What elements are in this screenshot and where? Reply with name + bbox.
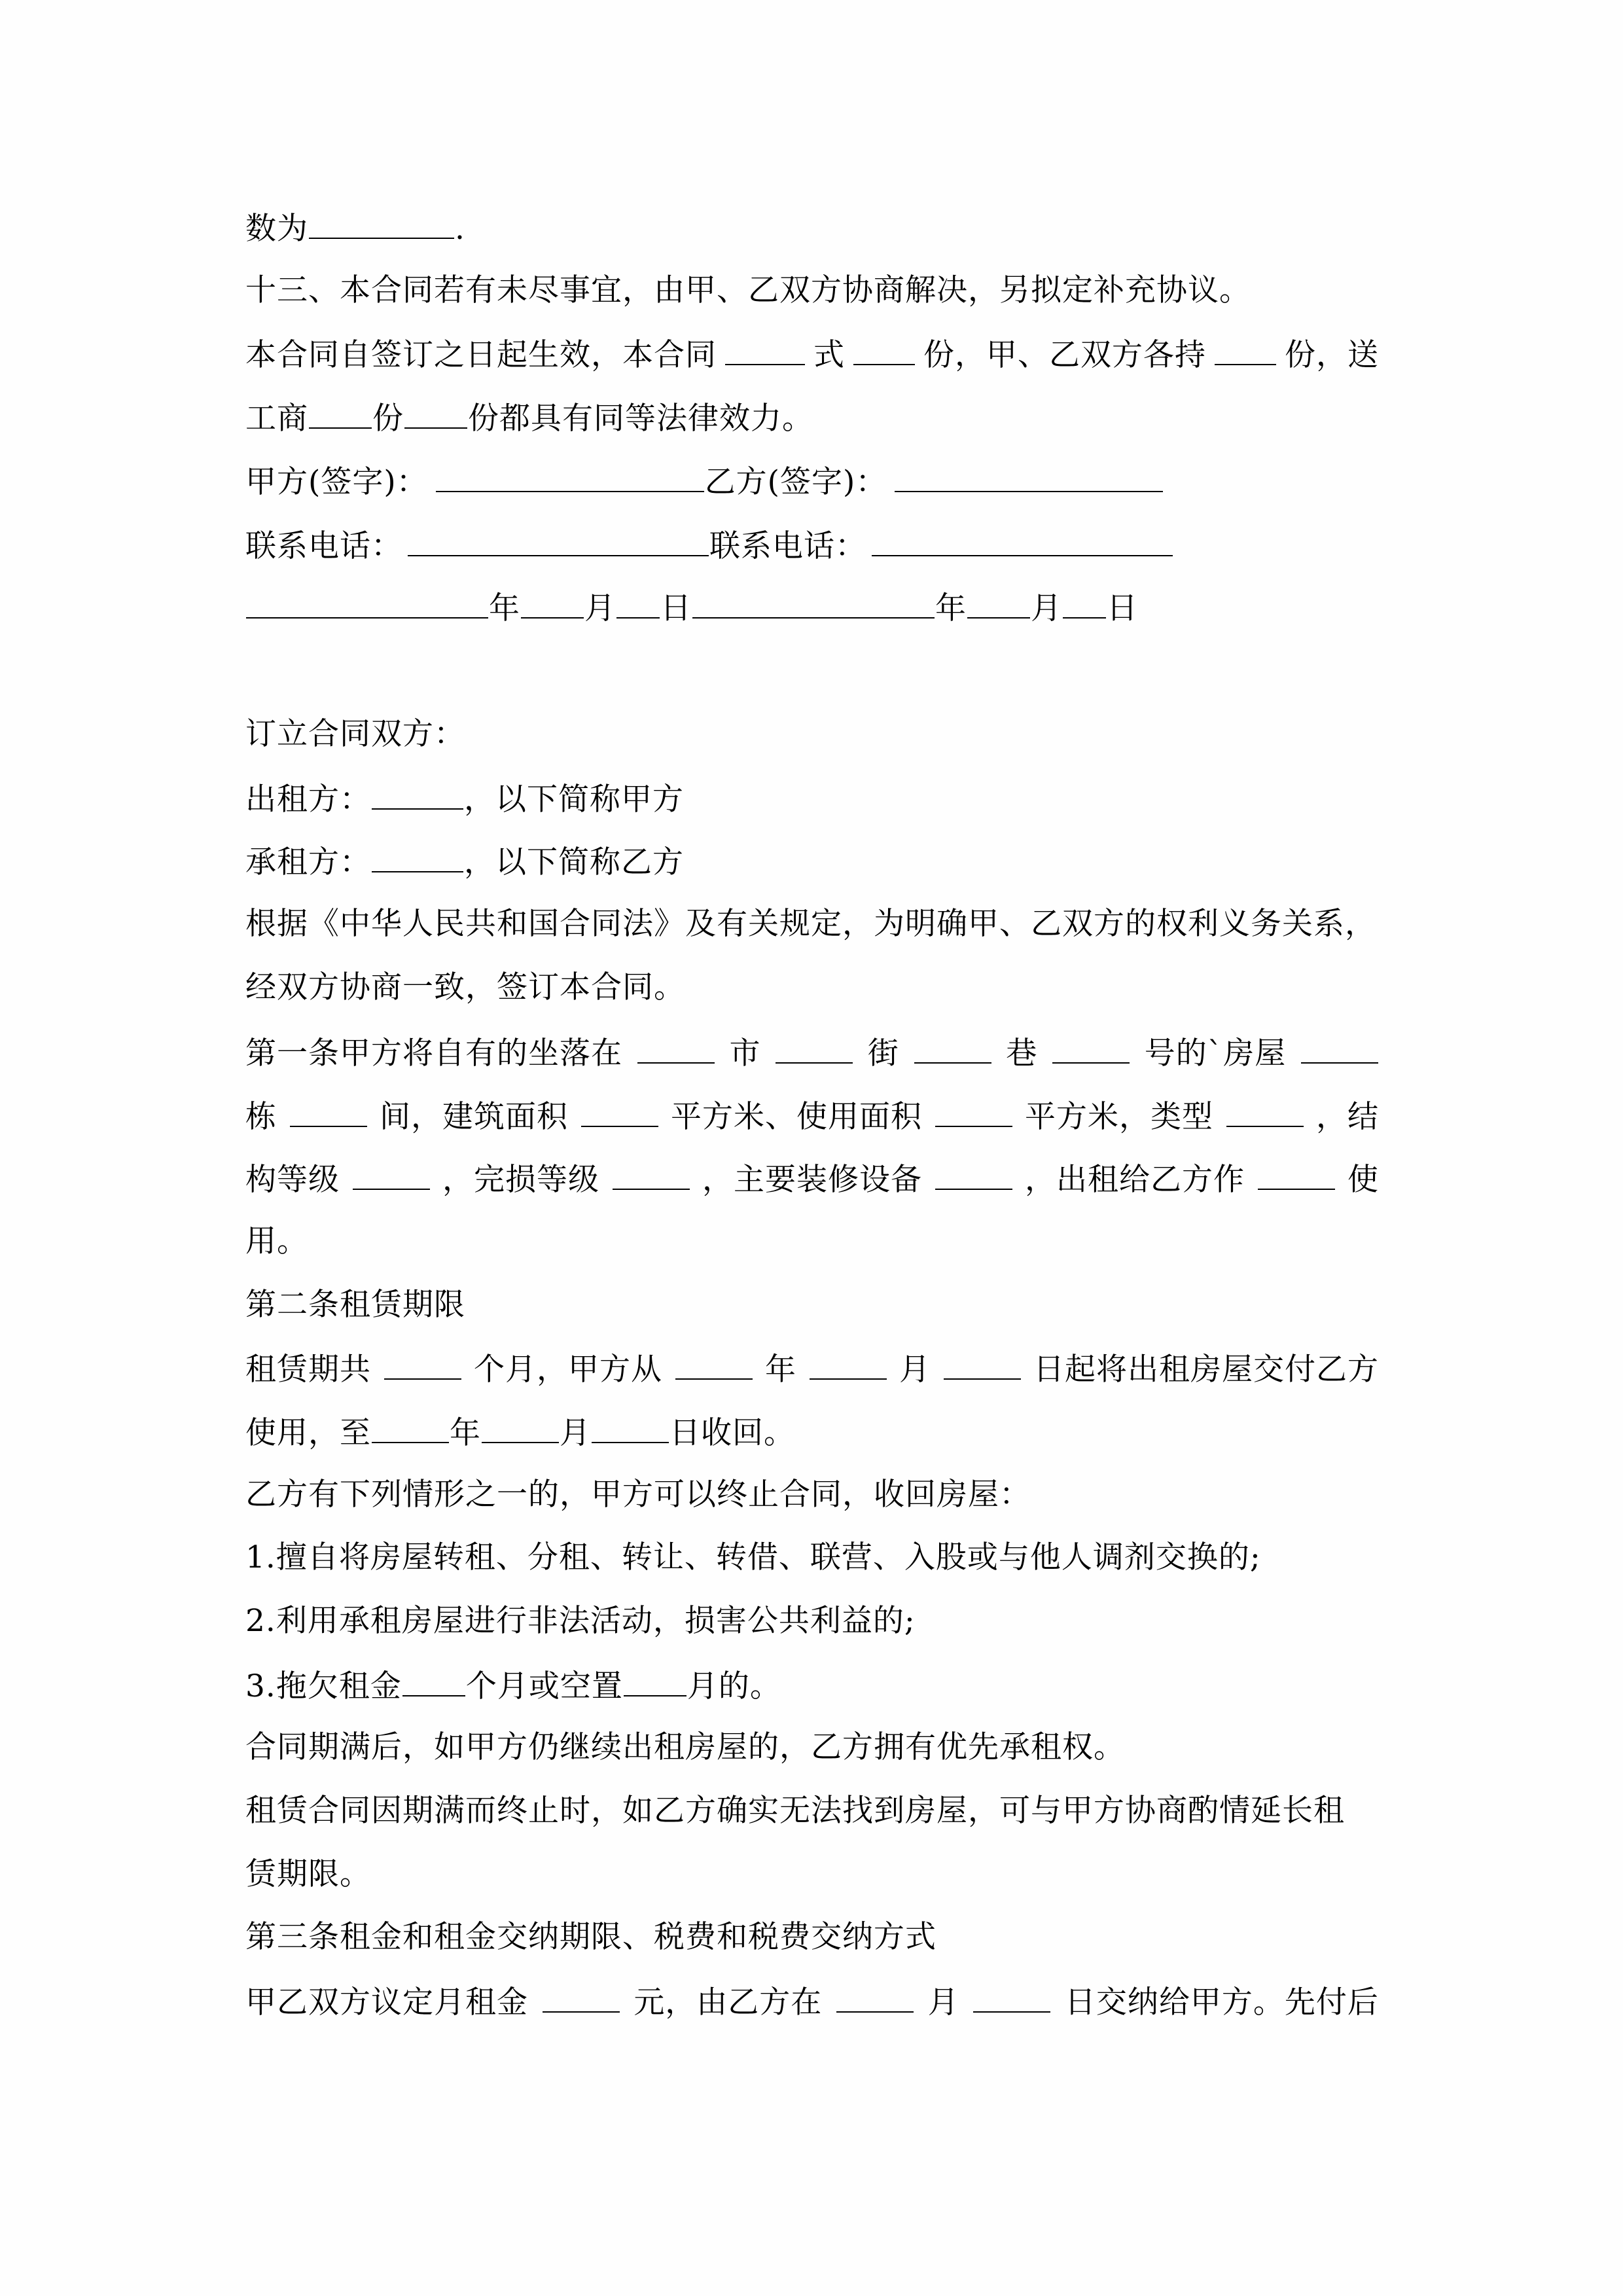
blank-field[interactable] bbox=[404, 397, 467, 429]
blank-field[interactable] bbox=[543, 1981, 620, 2013]
party-b-signature-field[interactable] bbox=[895, 461, 1163, 492]
clause-13: 十三、本合同若有未尽事宜，由甲、乙双方协商解决，另拟定补充协议。 bbox=[245, 272, 1251, 308]
blank-field[interactable] bbox=[1258, 1158, 1335, 1190]
signature-line bbox=[245, 461, 1164, 502]
text: 街 bbox=[867, 1035, 899, 1071]
text: 3.拖欠租金 bbox=[245, 1668, 402, 1704]
blank-field[interactable] bbox=[309, 207, 454, 239]
party-b-phone-label: 联系电话： bbox=[709, 528, 866, 564]
text: 份 bbox=[372, 401, 404, 437]
blank-field[interactable] bbox=[810, 1348, 887, 1380]
article2-line2 bbox=[245, 1412, 795, 1453]
blank-field[interactable] bbox=[402, 1665, 465, 1696]
text: 第一条甲方将自有的坐落在 bbox=[245, 1035, 622, 1071]
blank-field[interactable] bbox=[935, 1158, 1012, 1190]
preamble-line2: 经双方协商一致，签订本合同。 bbox=[245, 969, 685, 1005]
party-a-signature-label: 甲方(签字)： bbox=[245, 464, 428, 500]
party-a-phone-field[interactable] bbox=[408, 525, 709, 556]
blank-field[interactable] bbox=[1226, 1096, 1304, 1127]
article2-line1 bbox=[245, 1348, 1379, 1390]
text: 数为 bbox=[245, 211, 308, 247]
text: 个月，甲方从 bbox=[474, 1352, 662, 1388]
party-b-month-field[interactable] bbox=[967, 587, 1030, 619]
article1-line3 bbox=[245, 1158, 1379, 1200]
termination-item-3 bbox=[245, 1665, 781, 1706]
text: 平方米、使用面积 bbox=[671, 1099, 922, 1135]
blank-field[interactable] bbox=[836, 1981, 914, 2013]
article2-title: 第二条租赁期限 bbox=[245, 1287, 465, 1323]
text: 日起将出租房屋交付乙方 bbox=[1033, 1352, 1379, 1388]
effect-clause-line1 bbox=[245, 334, 1379, 375]
party-a-month-field[interactable] bbox=[521, 587, 584, 619]
text: 月 bbox=[899, 1352, 931, 1388]
text: 月 bbox=[927, 1984, 959, 2020]
party-b-signature-label: 乙方(签字)： bbox=[704, 464, 887, 500]
preamble-line1: 根据《中华人民共和国合同法》及有关规定，为明确甲、乙双方的权利义务关系， bbox=[245, 906, 1376, 942]
year-label: 年 bbox=[489, 590, 520, 626]
blank-field[interactable] bbox=[613, 1158, 690, 1190]
text: 间，建筑面积 bbox=[380, 1099, 568, 1135]
text: ，结 bbox=[1316, 1099, 1379, 1135]
article3-title: 第三条租金和租金交纳期限、税费和税费交纳方式 bbox=[245, 1919, 936, 1955]
blank-field[interactable] bbox=[1052, 1032, 1130, 1064]
text: ，出租给乙方作 bbox=[1025, 1162, 1245, 1198]
text: 日收回。 bbox=[669, 1415, 795, 1451]
count-line bbox=[245, 207, 465, 249]
article1-line2 bbox=[245, 1096, 1379, 1137]
text: 本合同自签订之日起生效，本合同 bbox=[245, 337, 717, 373]
text: ，以下简称乙方 bbox=[464, 844, 684, 880]
text: 号的`房屋 bbox=[1144, 1035, 1287, 1071]
blank-field[interactable] bbox=[914, 1032, 991, 1064]
text: 月的。 bbox=[687, 1668, 781, 1704]
priority-clause: 合同期满后，如甲方仍继续出租房屋的，乙方拥有优先承租权。 bbox=[245, 1729, 1125, 1765]
text: 份，送 bbox=[1285, 337, 1379, 373]
phone-line bbox=[245, 525, 1173, 566]
termination-intro: 乙方有下列情形之一的，甲方可以终止合同，收回房屋： bbox=[245, 1477, 1031, 1513]
blank-field[interactable] bbox=[353, 1158, 430, 1190]
text: 元，由乙方在 bbox=[633, 1984, 823, 2020]
party-b-year-field[interactable] bbox=[692, 587, 935, 619]
blank-field[interactable] bbox=[482, 1412, 559, 1443]
text: 份都具有同等法律效力。 bbox=[468, 401, 813, 437]
extension-clause-line1: 租赁合同因期满而终止时，如乙方确实无法找到房屋，可与甲方协商酌情延长租 bbox=[245, 1793, 1345, 1829]
text: 租赁期共 bbox=[245, 1352, 371, 1388]
party-b-phone-field[interactable] bbox=[872, 525, 1173, 556]
lessor-label: 出租方： bbox=[245, 781, 371, 817]
extension-clause-line2: 赁期限。 bbox=[245, 1856, 371, 1892]
day-label: 日 bbox=[660, 590, 692, 626]
party-a-year-field[interactable] bbox=[246, 587, 488, 619]
blank-field[interactable] bbox=[1301, 1032, 1378, 1064]
text: 年 bbox=[765, 1352, 796, 1388]
termination-item-2: 2.利用承租房屋进行非法活动，损害公共利益的; bbox=[245, 1603, 916, 1639]
effect-clause-line2 bbox=[245, 397, 813, 439]
blank-field[interactable] bbox=[973, 1981, 1050, 2013]
text: ，完损等级 bbox=[442, 1162, 599, 1198]
day-label: 日 bbox=[1107, 590, 1138, 626]
blank-field[interactable] bbox=[1215, 334, 1276, 365]
lessee-line bbox=[245, 841, 684, 882]
month-label: 月 bbox=[1031, 590, 1062, 626]
lessee-name-field[interactable] bbox=[372, 841, 463, 872]
text: 构等级 bbox=[245, 1162, 340, 1198]
lessor-name-field[interactable] bbox=[372, 778, 463, 810]
text: 使用，至 bbox=[245, 1415, 371, 1451]
text: 巷 bbox=[1006, 1035, 1038, 1071]
text: 使 bbox=[1347, 1162, 1379, 1198]
lessor-line bbox=[245, 778, 684, 819]
article1-line1 bbox=[245, 1032, 1379, 1073]
termination-item-1: 1.擅自将房屋转租、分租、转让、转借、联营、入股或与他人调剂交换的; bbox=[245, 1539, 1261, 1575]
text: ，以下简称甲方 bbox=[464, 781, 684, 817]
blank-field[interactable] bbox=[637, 1032, 715, 1064]
text: 日交纳给甲方。先付后 bbox=[1064, 1984, 1379, 2020]
parties-heading: 订立合同双方： bbox=[245, 716, 465, 752]
text: 个月或空置 bbox=[465, 1668, 623, 1704]
blank-field[interactable] bbox=[675, 1348, 753, 1380]
party-b-day-field[interactable] bbox=[1063, 587, 1106, 619]
article1-line4: 用。 bbox=[245, 1223, 308, 1259]
blank-field[interactable] bbox=[309, 397, 372, 429]
text: ，主要装修设备 bbox=[702, 1162, 922, 1198]
text: 工商 bbox=[245, 401, 308, 437]
blank-field[interactable] bbox=[592, 1412, 669, 1443]
text: . bbox=[455, 211, 465, 247]
blank-field[interactable] bbox=[935, 1096, 1012, 1127]
blank-field[interactable] bbox=[384, 1348, 461, 1380]
year-label: 年 bbox=[935, 590, 967, 626]
lessee-label: 承租方： bbox=[245, 844, 371, 880]
text: 月 bbox=[560, 1415, 591, 1451]
party-a-phone-label: 联系电话： bbox=[245, 528, 402, 564]
blank-field[interactable] bbox=[725, 334, 805, 365]
blank-field[interactable] bbox=[853, 334, 915, 365]
text: 份，甲、乙双方各持 bbox=[923, 337, 1206, 373]
text: 栋 bbox=[245, 1099, 277, 1135]
text: 平方米，类型 bbox=[1025, 1099, 1213, 1135]
date-line bbox=[245, 587, 1138, 628]
blank-field[interactable] bbox=[581, 1096, 658, 1127]
text: 甲乙双方议定月租金 bbox=[245, 1984, 528, 2020]
party-a-signature-field[interactable] bbox=[436, 461, 704, 492]
blank-field[interactable] bbox=[776, 1032, 853, 1064]
blank-field[interactable] bbox=[624, 1665, 687, 1696]
text: 年 bbox=[450, 1415, 481, 1451]
article3-line1 bbox=[245, 1981, 1379, 2022]
blank-field[interactable] bbox=[944, 1348, 1021, 1380]
blank-field[interactable] bbox=[290, 1096, 367, 1127]
party-a-day-field[interactable] bbox=[616, 587, 660, 619]
text: 式 bbox=[813, 337, 845, 373]
month-label: 月 bbox=[584, 590, 616, 626]
text: 市 bbox=[729, 1035, 761, 1071]
blank-field[interactable] bbox=[372, 1412, 449, 1443]
